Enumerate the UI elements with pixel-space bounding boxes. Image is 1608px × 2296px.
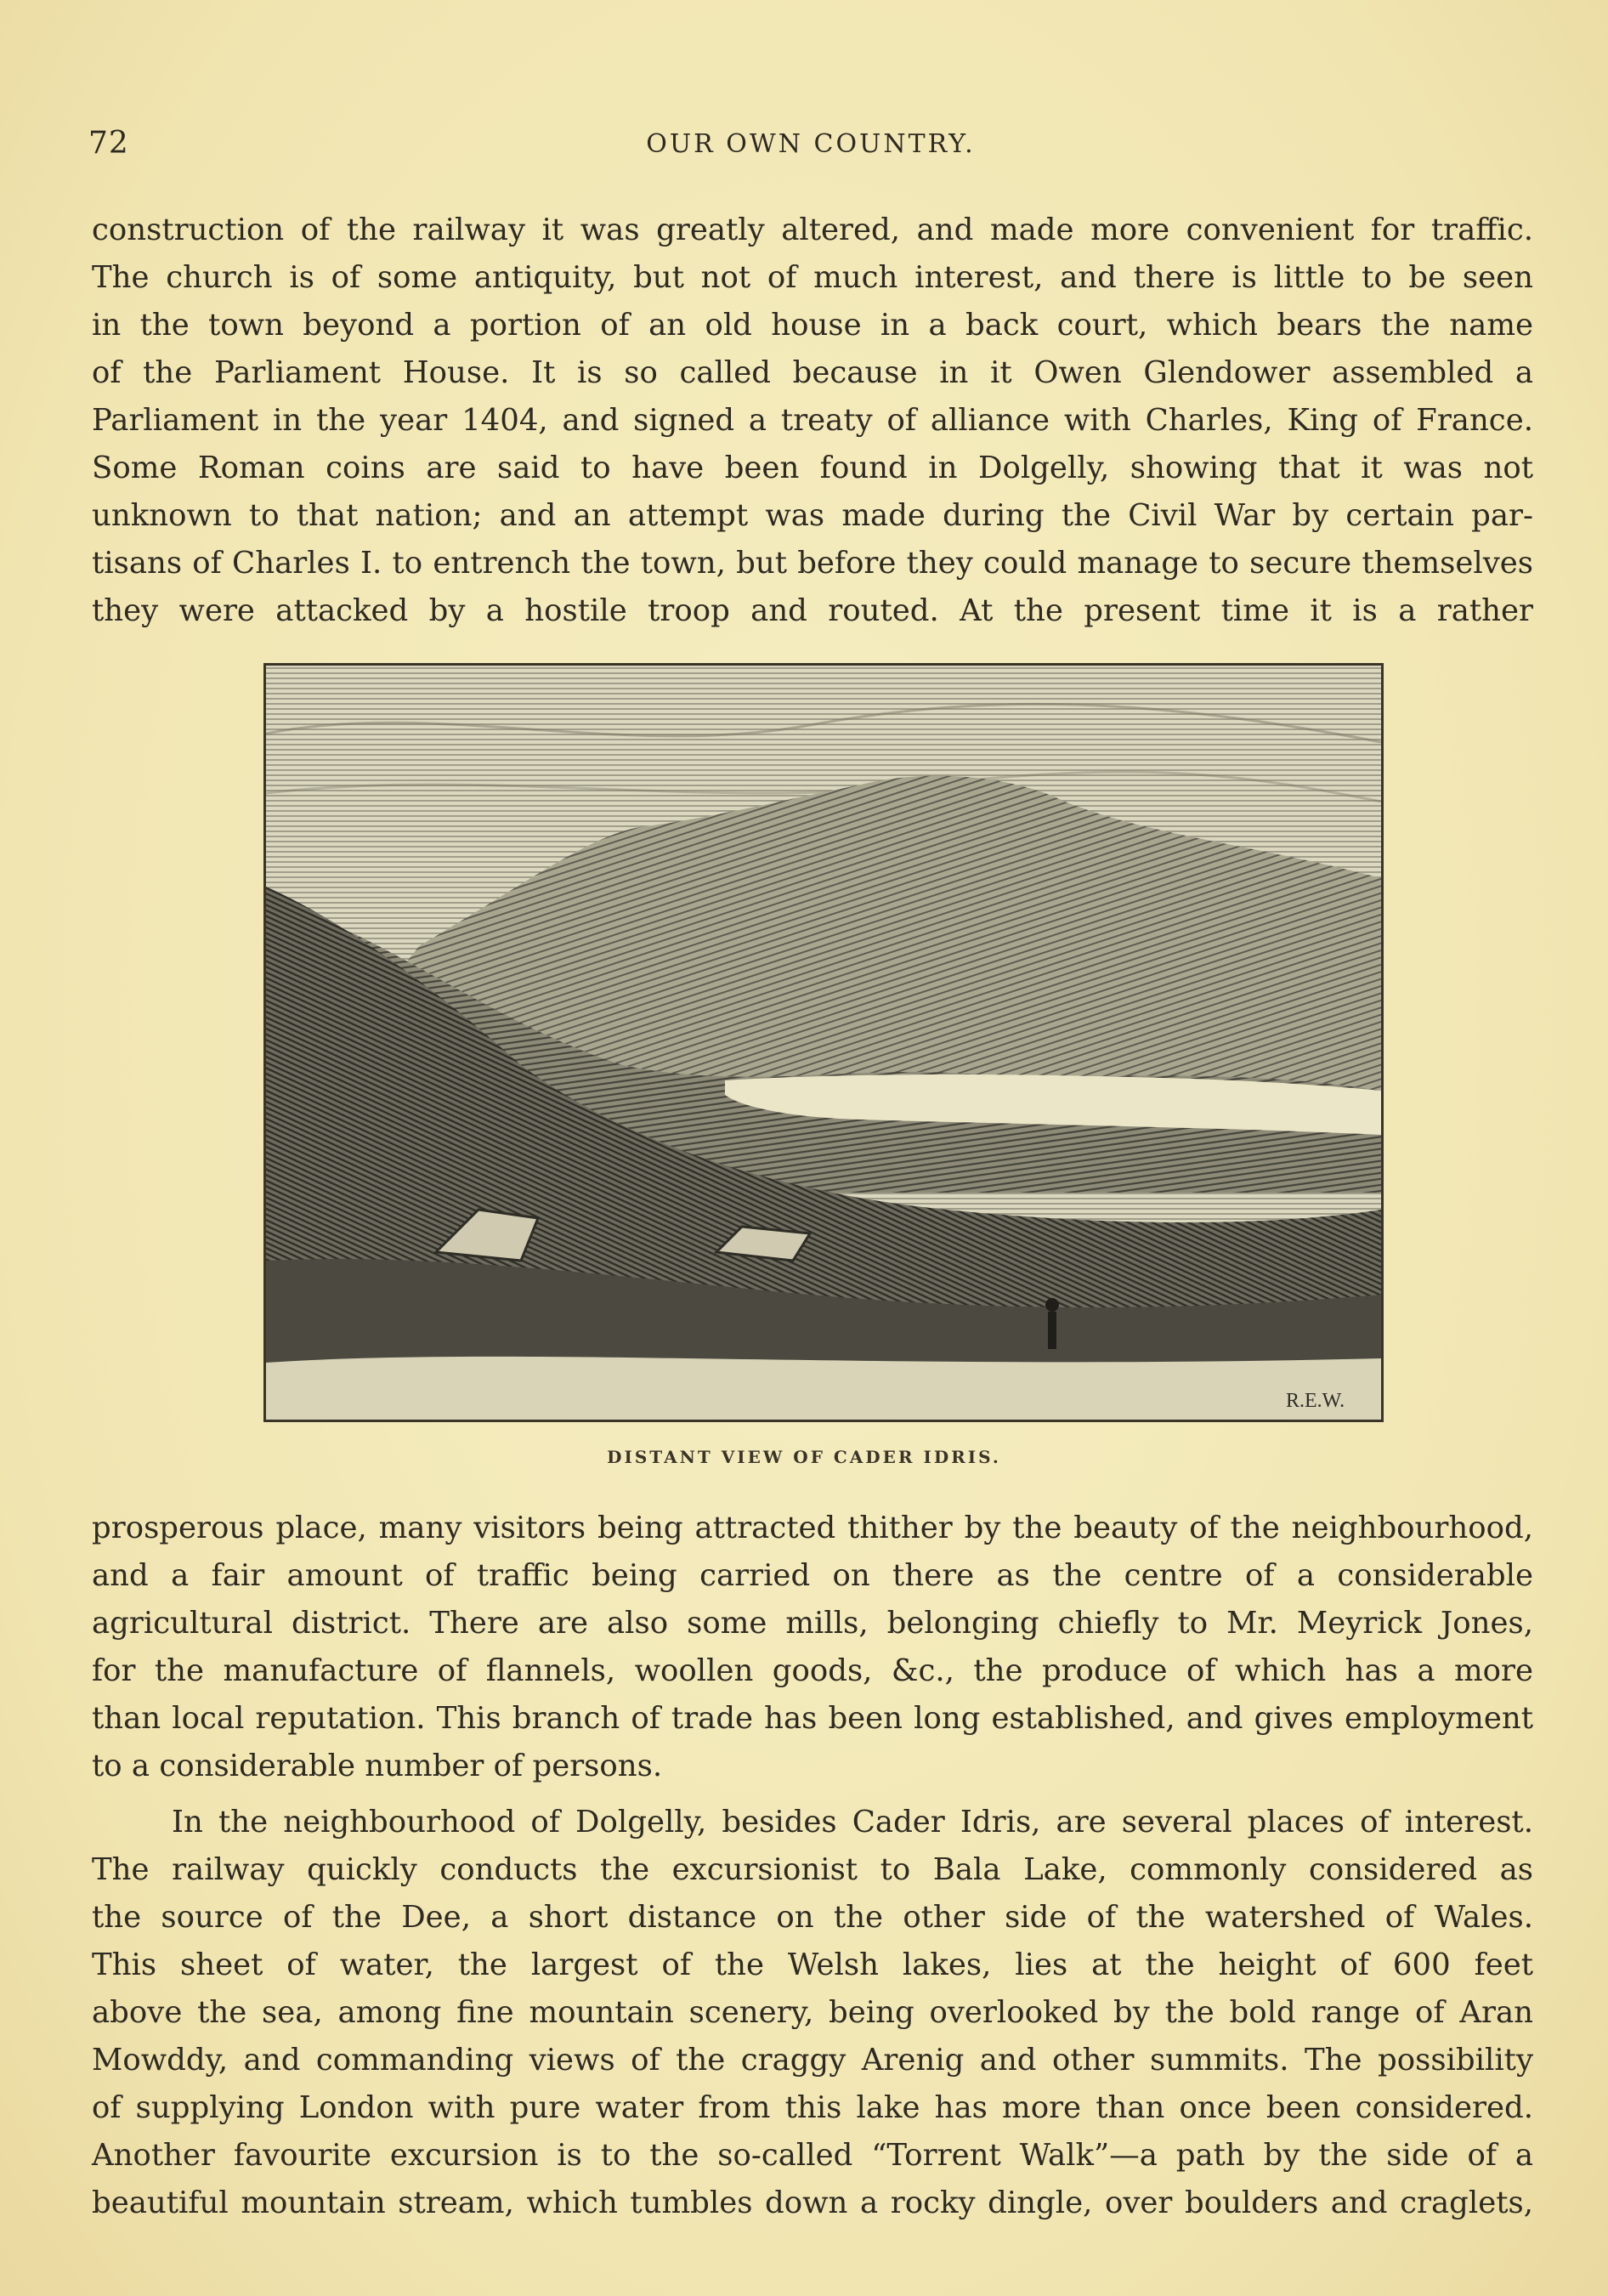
paragraph-3 xyxy=(92,1799,1533,2227)
text-line: above the sea, among fine mountain scenery, being overlooked by the bold range of Aran xyxy=(92,1995,1533,2030)
text-line: This sheet of water, the largest of the Welsh lakes, lies at the height of 600 feet xyxy=(92,1947,1533,1982)
paragraph-1 xyxy=(92,207,1533,635)
page-header xyxy=(88,126,1533,168)
text-line: in the town beyond a portion of an old house in a back court, which bears the name xyxy=(92,308,1533,343)
artist-signature: R.E.W. xyxy=(1286,1390,1345,1412)
paragraph-2 xyxy=(92,1505,1533,1790)
text-line: unknown to that nation; and an attempt was made during the Civil War by certain par- xyxy=(92,498,1533,533)
text-line: of the Parliament House. It is so called because in it Owen Glendower assembled a xyxy=(92,355,1533,390)
page-number: 72 xyxy=(88,126,129,161)
text-line: to a considerable number of persons. xyxy=(92,1749,663,1783)
text-line: tisans of Charles I. to entrench the town, but before they could manage to secure themselves xyxy=(92,546,1533,581)
text-line: they were attacked by a hostile troop and routed. At the present time it is a rather xyxy=(92,593,1533,628)
text-line: In the neighbourhood of Dolgelly, besides Cader Idris, are several places of interest. xyxy=(172,1805,1533,1840)
text-line: the source of the Dee, a short distance on the other side of the watershed of Wales. xyxy=(92,1900,1533,1935)
text-line: construction of the railway it was greatly altered, and made more convenient for traffic. xyxy=(92,213,1533,247)
text-line: The railway quickly conducts the excursionist to Bala Lake, commonly considered as xyxy=(92,1852,1533,1887)
figure-caption: DISTANT VIEW OF CADER IDRIS. xyxy=(607,1447,1001,1467)
text-line: than local reputation. This branch of trade has been long established, and gives employment xyxy=(92,1701,1533,1736)
text-line: Another favourite excursion is to the so-called “Torrent Walk”—a path by the side of a xyxy=(92,2138,1533,2173)
text-line: Mowddy, and commanding views of the craggy Arenig and other summits. The possibility xyxy=(92,2043,1533,2078)
text-line: prosperous place, many visitors being attracted thither by the beauty of the neighbourhood, xyxy=(92,1511,1533,1545)
landscape-engraving xyxy=(266,666,1381,1420)
text-line: Some Roman coins are said to have been found in Dolgelly, showing that it was not xyxy=(92,451,1533,485)
text-line: beautiful mountain stream, which tumbles down a rocky dingle, over boulders and craglets, xyxy=(92,2185,1533,2220)
text-line: agricultural district. There are also some mills, belonging chiefly to Mr. Meyrick Jones, xyxy=(92,1606,1533,1641)
text-line: Parliament in the year 1404, and signed a treaty of alliance with Charles, King of France. xyxy=(92,403,1533,438)
text-line: The church is of some antiquity, but not of much interest, and there is little to be seen xyxy=(92,260,1533,295)
running-head: OUR OWN COUNTRY. xyxy=(646,129,976,159)
text-line: and a fair amount of traffic being carried on there as the centre of a considerable xyxy=(92,1558,1533,1593)
text-line: for the manufacture of flannels, woollen goods, &c., the produce of which has a more xyxy=(92,1653,1533,1688)
engraving-illustration xyxy=(263,663,1384,1422)
text-line: of supplying London with pure water from this lake has more than once been considered. xyxy=(92,2090,1533,2125)
